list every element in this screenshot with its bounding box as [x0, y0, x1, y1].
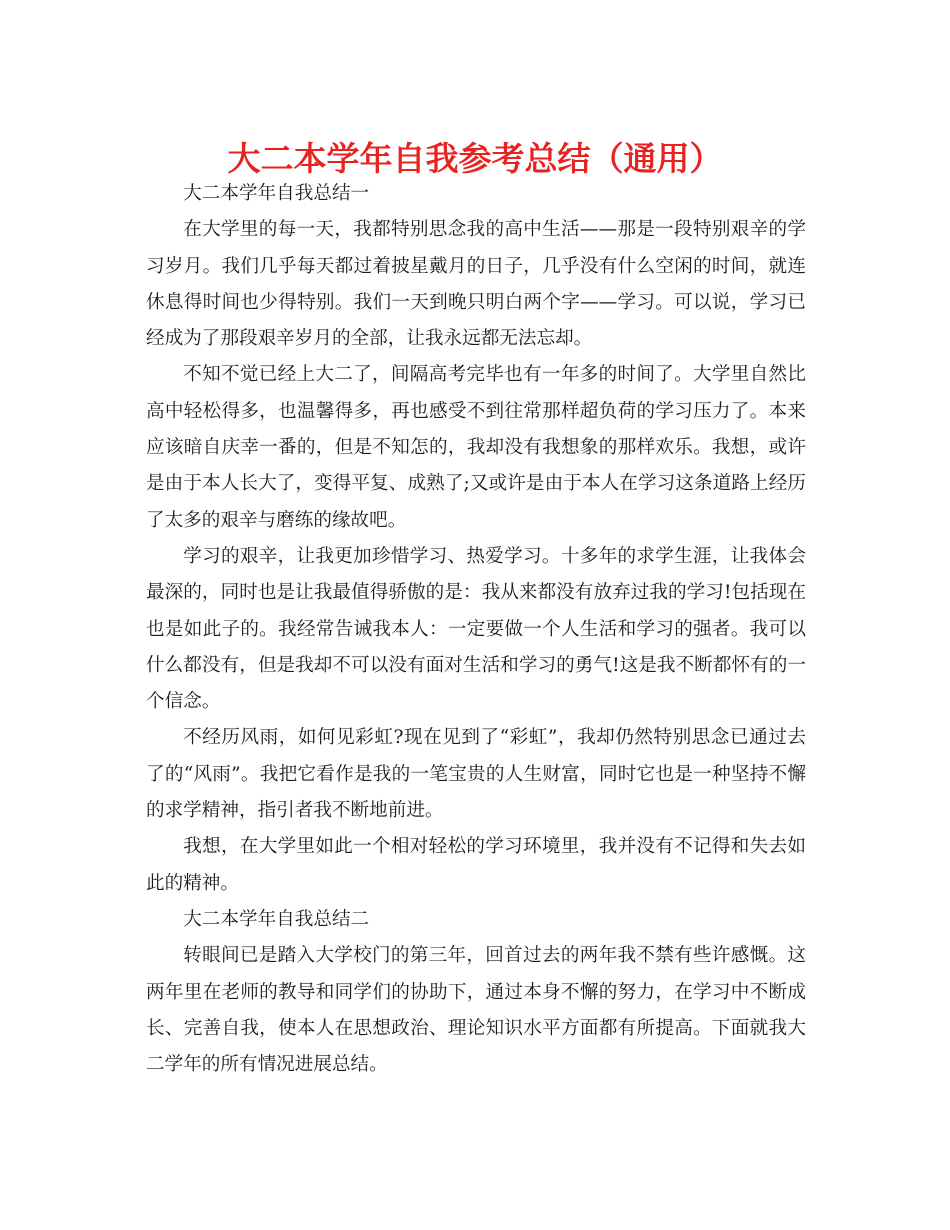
paragraph: 不经历风雨，如何见彩虹?现在见到了“彩虹”，我却仍然特别思念已通过去了的“风雨”。我把它看作是我的一笔宝贵的人生财富，同时它也是一种坚持不懈的求学精神，指引者我不断地前进。 [146, 727, 806, 822]
document-body [146, 176, 806, 1083]
paragraph: 学习的艰辛，让我更加珍惜学习、热爱学习。十多年的求学生涯，让我体会最深的，同时也是让我最值得骄傲的是：我从来都没有放弃过我的学习!包括现在也是如此子的。我经常告诫我本人：一定要做一个人生活和学习的强者。我可以什么都没有，但是我却不可以没有面对生活和学习的勇气!这是我不断都怀有的一个信念。 [146, 545, 806, 713]
document-title: 大二本学年自我参考总结（通用） [227, 139, 723, 178]
section-heading-2: 大二本学年自我总结二 [183, 908, 370, 930]
section-heading-1: 大二本学年自我总结一 [183, 183, 370, 204]
paragraph: 在大学里的每一天，我都特别思念我的高中生活——那是一段特别艰辛的学习岁月。我们几乎每天都过着披星戴月的日子，几乎没有什么空闲的时间，就连休息得时间也少得特别。我们一天到晚只明白两个字——学习。可以说，学习已经成为了那段艰辛岁月的全部，让我永远都无法忘却。 [146, 219, 806, 350]
paragraph: 不知不觉已经上大二了，间隔高考完毕也有一年多的时间了。大学里自然比高中轻松得多，也温馨得多，再也感受不到往常那样超负荷的学习压力了。本来应该暗自庆幸一番的，但是不知怎的，我却没有我想象的那样欢乐。我想，或许是由于本人长大了，变得平复、成熟了;又或许是由于本人在学习这条道路上经历了太多的艰辛与磨练的缘故吧。 [146, 364, 806, 531]
paragraph: 我想，在大学里如此一个相对轻松的学习环境里，我并没有不记得和失去如此的精神。 [146, 836, 806, 894]
paragraph: 转眼间已是踏入大学校门的第三年，回首过去的两年我不禁有些许感慨。这两年里在老师的教导和同学们的协助下，通过本身不懈的努力，在学习中不断成长、完善自我，使本人在思想政治、理论知识水平方面都有所提高。下面就我大二学年的所有情况进展总结。 [146, 945, 806, 1076]
